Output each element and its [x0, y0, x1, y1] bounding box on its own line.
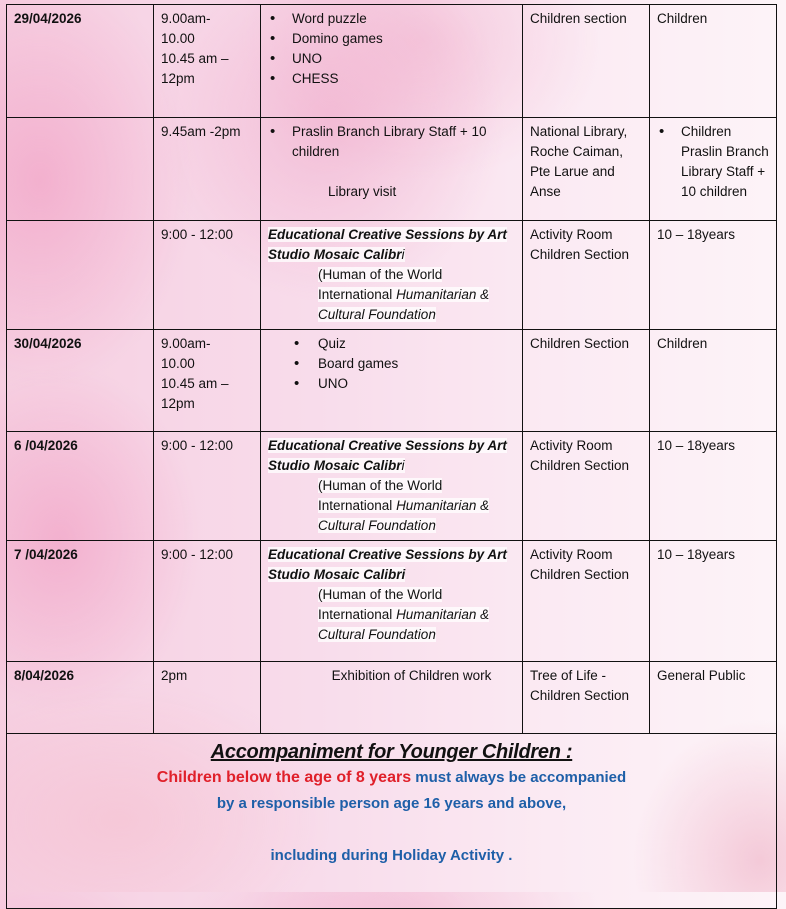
audience-cell — [650, 118, 777, 221]
table-row — [7, 5, 777, 118]
activity-list — [268, 334, 515, 394]
audience-cell: 10 – 18years — [650, 221, 777, 330]
activity-cell — [261, 432, 523, 541]
location-cell: Tree of Life - Children Section — [523, 662, 650, 734]
location-cell: Activity Room Children Section — [523, 221, 650, 330]
date-cell — [7, 118, 154, 221]
notice-title: Accompaniment for Younger Children : — [210, 741, 573, 763]
org-line: (Human of the World — [318, 267, 443, 282]
activity-title — [268, 436, 515, 476]
table-row — [7, 662, 777, 734]
org-line: Cultural Foundation — [318, 307, 436, 322]
organization — [318, 585, 515, 645]
accompaniment-notice — [7, 734, 777, 909]
list-item: • Praslin Branch Library Staff + 10 children — [292, 122, 515, 162]
org-line: Cultural Foundation — [318, 518, 436, 533]
time-cell — [154, 5, 261, 118]
activity-title — [268, 545, 515, 585]
activity-title-text: Educational Creative Sessions by Art Studio Mosaic Calibr — [268, 227, 507, 262]
org-line: International — [318, 498, 397, 513]
time-line: 9:00 - 12:00 — [161, 438, 234, 453]
activity-title-text: Educational Creative Sessions by Art Studio Mosaic Calibri — [268, 547, 507, 582]
activity-title-end: i — [401, 458, 405, 473]
date-cell — [7, 221, 154, 330]
time-cell — [154, 662, 261, 734]
org-line-italic: Humanitarian & — [396, 498, 490, 513]
location-cell: Activity Room Children Section — [523, 432, 650, 541]
activity-list — [268, 122, 515, 162]
activity-cell — [261, 221, 523, 330]
table-row — [7, 118, 777, 221]
location-cell: Children section — [523, 5, 650, 118]
org-line: International — [318, 607, 397, 622]
time-cell — [154, 118, 261, 221]
activity-cell — [261, 5, 523, 118]
time-line: 10.00 — [161, 356, 195, 371]
list-item: • Children Praslin Branch Library Staff + 10 children — [681, 122, 769, 202]
time-line: 2pm — [161, 668, 188, 683]
activity-cell — [261, 330, 523, 432]
location-cell: National Library, Roche Caiman, Pte Larue and Anse — [523, 118, 650, 221]
list-item: • UNO — [292, 49, 515, 69]
time-cell — [154, 432, 261, 541]
location-cell: Activity Room Children Section — [523, 541, 650, 662]
table-row — [7, 330, 777, 432]
list-item: • Board games — [318, 354, 515, 374]
notice-line-3: including during Holiday Activity . — [270, 847, 513, 864]
org-line: (Human of the World — [318, 478, 443, 493]
activity-title-text: Educational Creative Sessions by Art Studio Mosaic Calibr — [268, 438, 507, 473]
time-line: 12pm — [161, 396, 195, 411]
audience-list — [657, 122, 769, 202]
time-cell — [154, 541, 261, 662]
date-cell: 6 /04/2026 — [7, 432, 154, 541]
time-line: 9.00am- — [161, 336, 211, 351]
list-item: • CHESS — [292, 69, 515, 89]
time-line: 10.45 am – — [161, 376, 229, 391]
time-line: 9.00am- — [161, 11, 211, 26]
location-cell: Children Section — [523, 330, 650, 432]
activity-text: Exhibition of Children work — [331, 668, 492, 683]
activity-list — [268, 9, 515, 89]
list-item: • Word puzzle — [292, 9, 515, 29]
date-cell: 7 /04/2026 — [7, 541, 154, 662]
organization — [318, 476, 515, 536]
table-row — [7, 221, 777, 330]
list-item: • UNO — [318, 374, 515, 394]
activity-note: Library visit — [328, 184, 397, 199]
audience-cell: Children — [650, 330, 777, 432]
list-item: • Domino games — [292, 29, 515, 49]
time-line: 9:00 - 12:00 — [161, 227, 234, 242]
org-line-italic: Humanitarian & — [396, 607, 490, 622]
date-cell: 8/04/2026 — [7, 662, 154, 734]
organization — [318, 265, 515, 325]
org-line-italic: Humanitarian & — [396, 287, 490, 302]
activity-title-end: i — [401, 247, 405, 262]
org-line: (Human of the World — [318, 587, 443, 602]
audience-cell: 10 – 18years — [650, 432, 777, 541]
org-line: International — [318, 287, 397, 302]
time-line: 9.45am -2pm — [161, 124, 241, 139]
time-cell — [154, 330, 261, 432]
table-row — [7, 432, 777, 541]
notice-line-1-rest: must always be accompanied — [411, 769, 627, 786]
date-cell: 29/04/2026 — [7, 5, 154, 118]
activity-cell — [261, 662, 523, 734]
notice-line-2: by a responsible person age 16 years and above, — [216, 795, 567, 812]
org-line: Cultural Foundation — [318, 627, 436, 642]
time-line: 12pm — [161, 71, 195, 86]
notice-age-warning: Children below the age of 8 years — [156, 769, 412, 786]
time-line: 9:00 - 12:00 — [161, 547, 234, 562]
date-cell: 30/04/2026 — [7, 330, 154, 432]
time-line: 10.45 am – — [161, 51, 229, 66]
table-row — [7, 541, 777, 662]
audience-cell: General Public — [650, 662, 777, 734]
time-line: 10.00 — [161, 31, 195, 46]
notice-row — [7, 734, 777, 909]
audience-cell: 10 – 18years — [650, 541, 777, 662]
activity-title — [268, 225, 515, 265]
list-item: • Quiz — [318, 334, 515, 354]
activity-cell — [261, 541, 523, 662]
notice-line-1 — [7, 768, 776, 788]
audience-cell: Children — [650, 5, 777, 118]
time-cell — [154, 221, 261, 330]
holiday-activity-schedule-table — [6, 4, 777, 909]
activity-cell — [261, 118, 523, 221]
